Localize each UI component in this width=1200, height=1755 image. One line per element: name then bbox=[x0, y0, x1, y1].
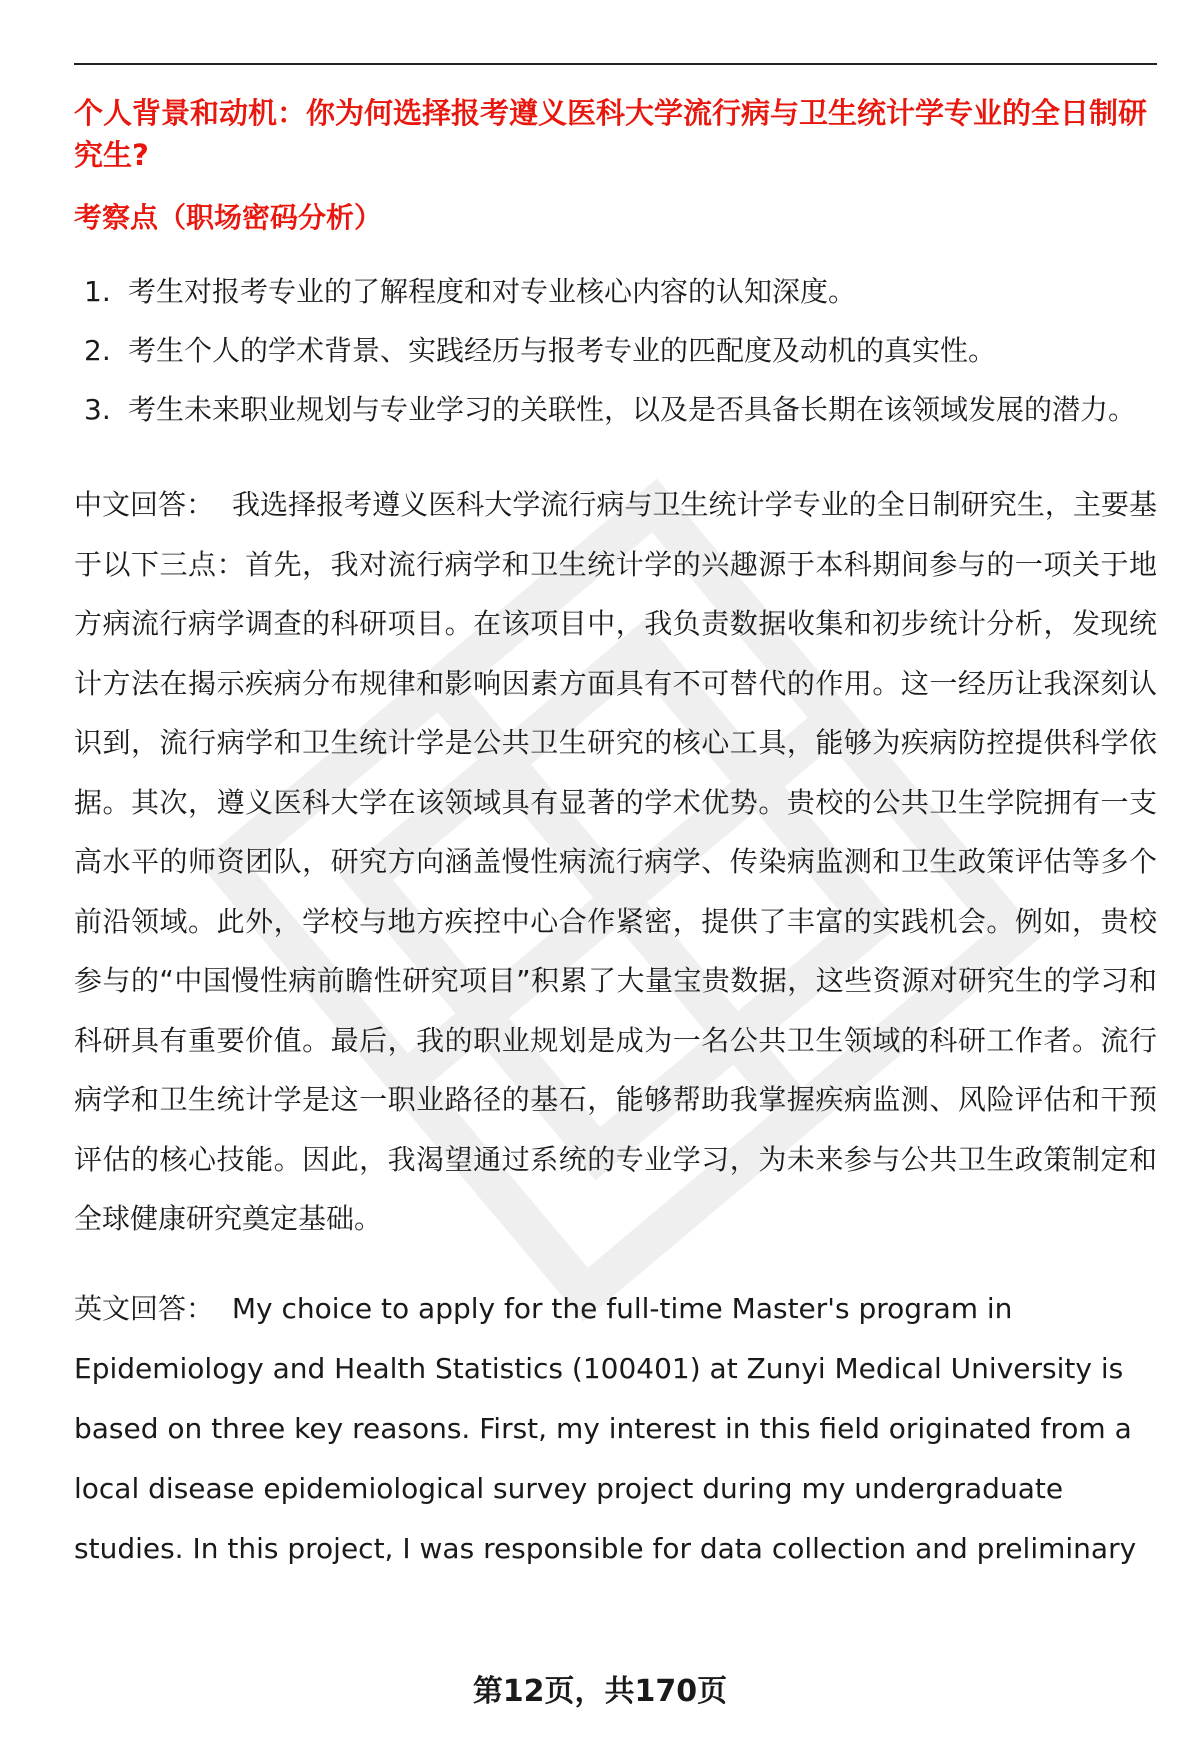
focus-list-item bbox=[74, 262, 1157, 321]
english-answer-label: 英文回答： bbox=[74, 1291, 215, 1325]
top-rule bbox=[74, 63, 1157, 65]
chinese-answer bbox=[74, 475, 1157, 1249]
list-item-text: 考生个人的学术背景、实践经历与报考专业的匹配度及动机的真实性。 bbox=[128, 334, 997, 367]
question-title: 个人背景和动机：你为何选择报考遵义医科大学流行病与卫生统计学专业的全日制研究生? bbox=[74, 96, 1148, 172]
focus-list-item bbox=[74, 321, 1157, 380]
chinese-answer-label: 中文回答： bbox=[74, 488, 215, 521]
focus-list bbox=[74, 262, 1157, 439]
content-area bbox=[74, 92, 1157, 1579]
focus-list-item bbox=[74, 380, 1157, 439]
list-number: 1. bbox=[84, 275, 111, 308]
list-number: 2. bbox=[84, 334, 111, 367]
list-item-text: 考生未来职业规划与专业学习的关联性，以及是否具备长期在该领域发展的潜力。 bbox=[128, 393, 1137, 426]
page-number: 第12页，共170页 bbox=[472, 1674, 728, 1709]
list-number: 3. bbox=[84, 393, 111, 426]
list-item-text: 考生对报考专业的了解程度和对专业核心内容的认知深度。 bbox=[128, 275, 857, 308]
english-answer bbox=[74, 1279, 1157, 1579]
chinese-answer-text: 我选择报考遵义医科大学流行病与卫生统计学专业的全日制研究生，主要基于以下三点：首先，我对流行病学和卫生统计学的兴趣源于本科期间参与的一项关于地方病流行病学调查的科研项目。在该项目中，我负责数据收集和初步统计分析，发现统计方法在揭示疾病分布规律和影响因素方面具有不可替代的作用。这一经历让我深刻认识到，流行病学和卫生统计学是公共卫生研究的核心工具，能够为疾病防控提供科学依据。其次，遵义医科大学在该领域具有显著的学术优势。贵校的公共卫生学院拥有一支高水平的师资团队，研究方向涵盖慢性病流行病学、传染病监测和卫生政策评估等多个前沿领域。此外，学校与地方疾控中心合作紧密，提供了丰富的实践机会。例如，贵校参与的“中国慢性病前瞻性研究项目”积累了大量宝贵数据，这些资源对研究生的学习和科研具有重要价值。最后，我的职业规划是成为一名公共卫生领域的科研工作者。流行病学和卫生统计学是这一职业路径的基石，能够帮助我掌握疾病监测、风险评估和干预评估的核心技能。因此，我渴望通过系统的专业学习，为未来参与公共卫生政策制定和全球健康研究奠定基础。 bbox=[74, 488, 1157, 1235]
focus-heading: 考察点（职场密码分析） bbox=[74, 201, 383, 234]
english-answer-text: My choice to apply for the full-time Master's program in Epidemiology and Health Statistics (100401) at Zunyi Medical University is based on three key reasons. First, my interest in this field originated from a local disease epidemiological survey project during my undergraduate studies. In this project, I was responsible for data collection and preliminary bbox=[74, 1291, 1137, 1565]
